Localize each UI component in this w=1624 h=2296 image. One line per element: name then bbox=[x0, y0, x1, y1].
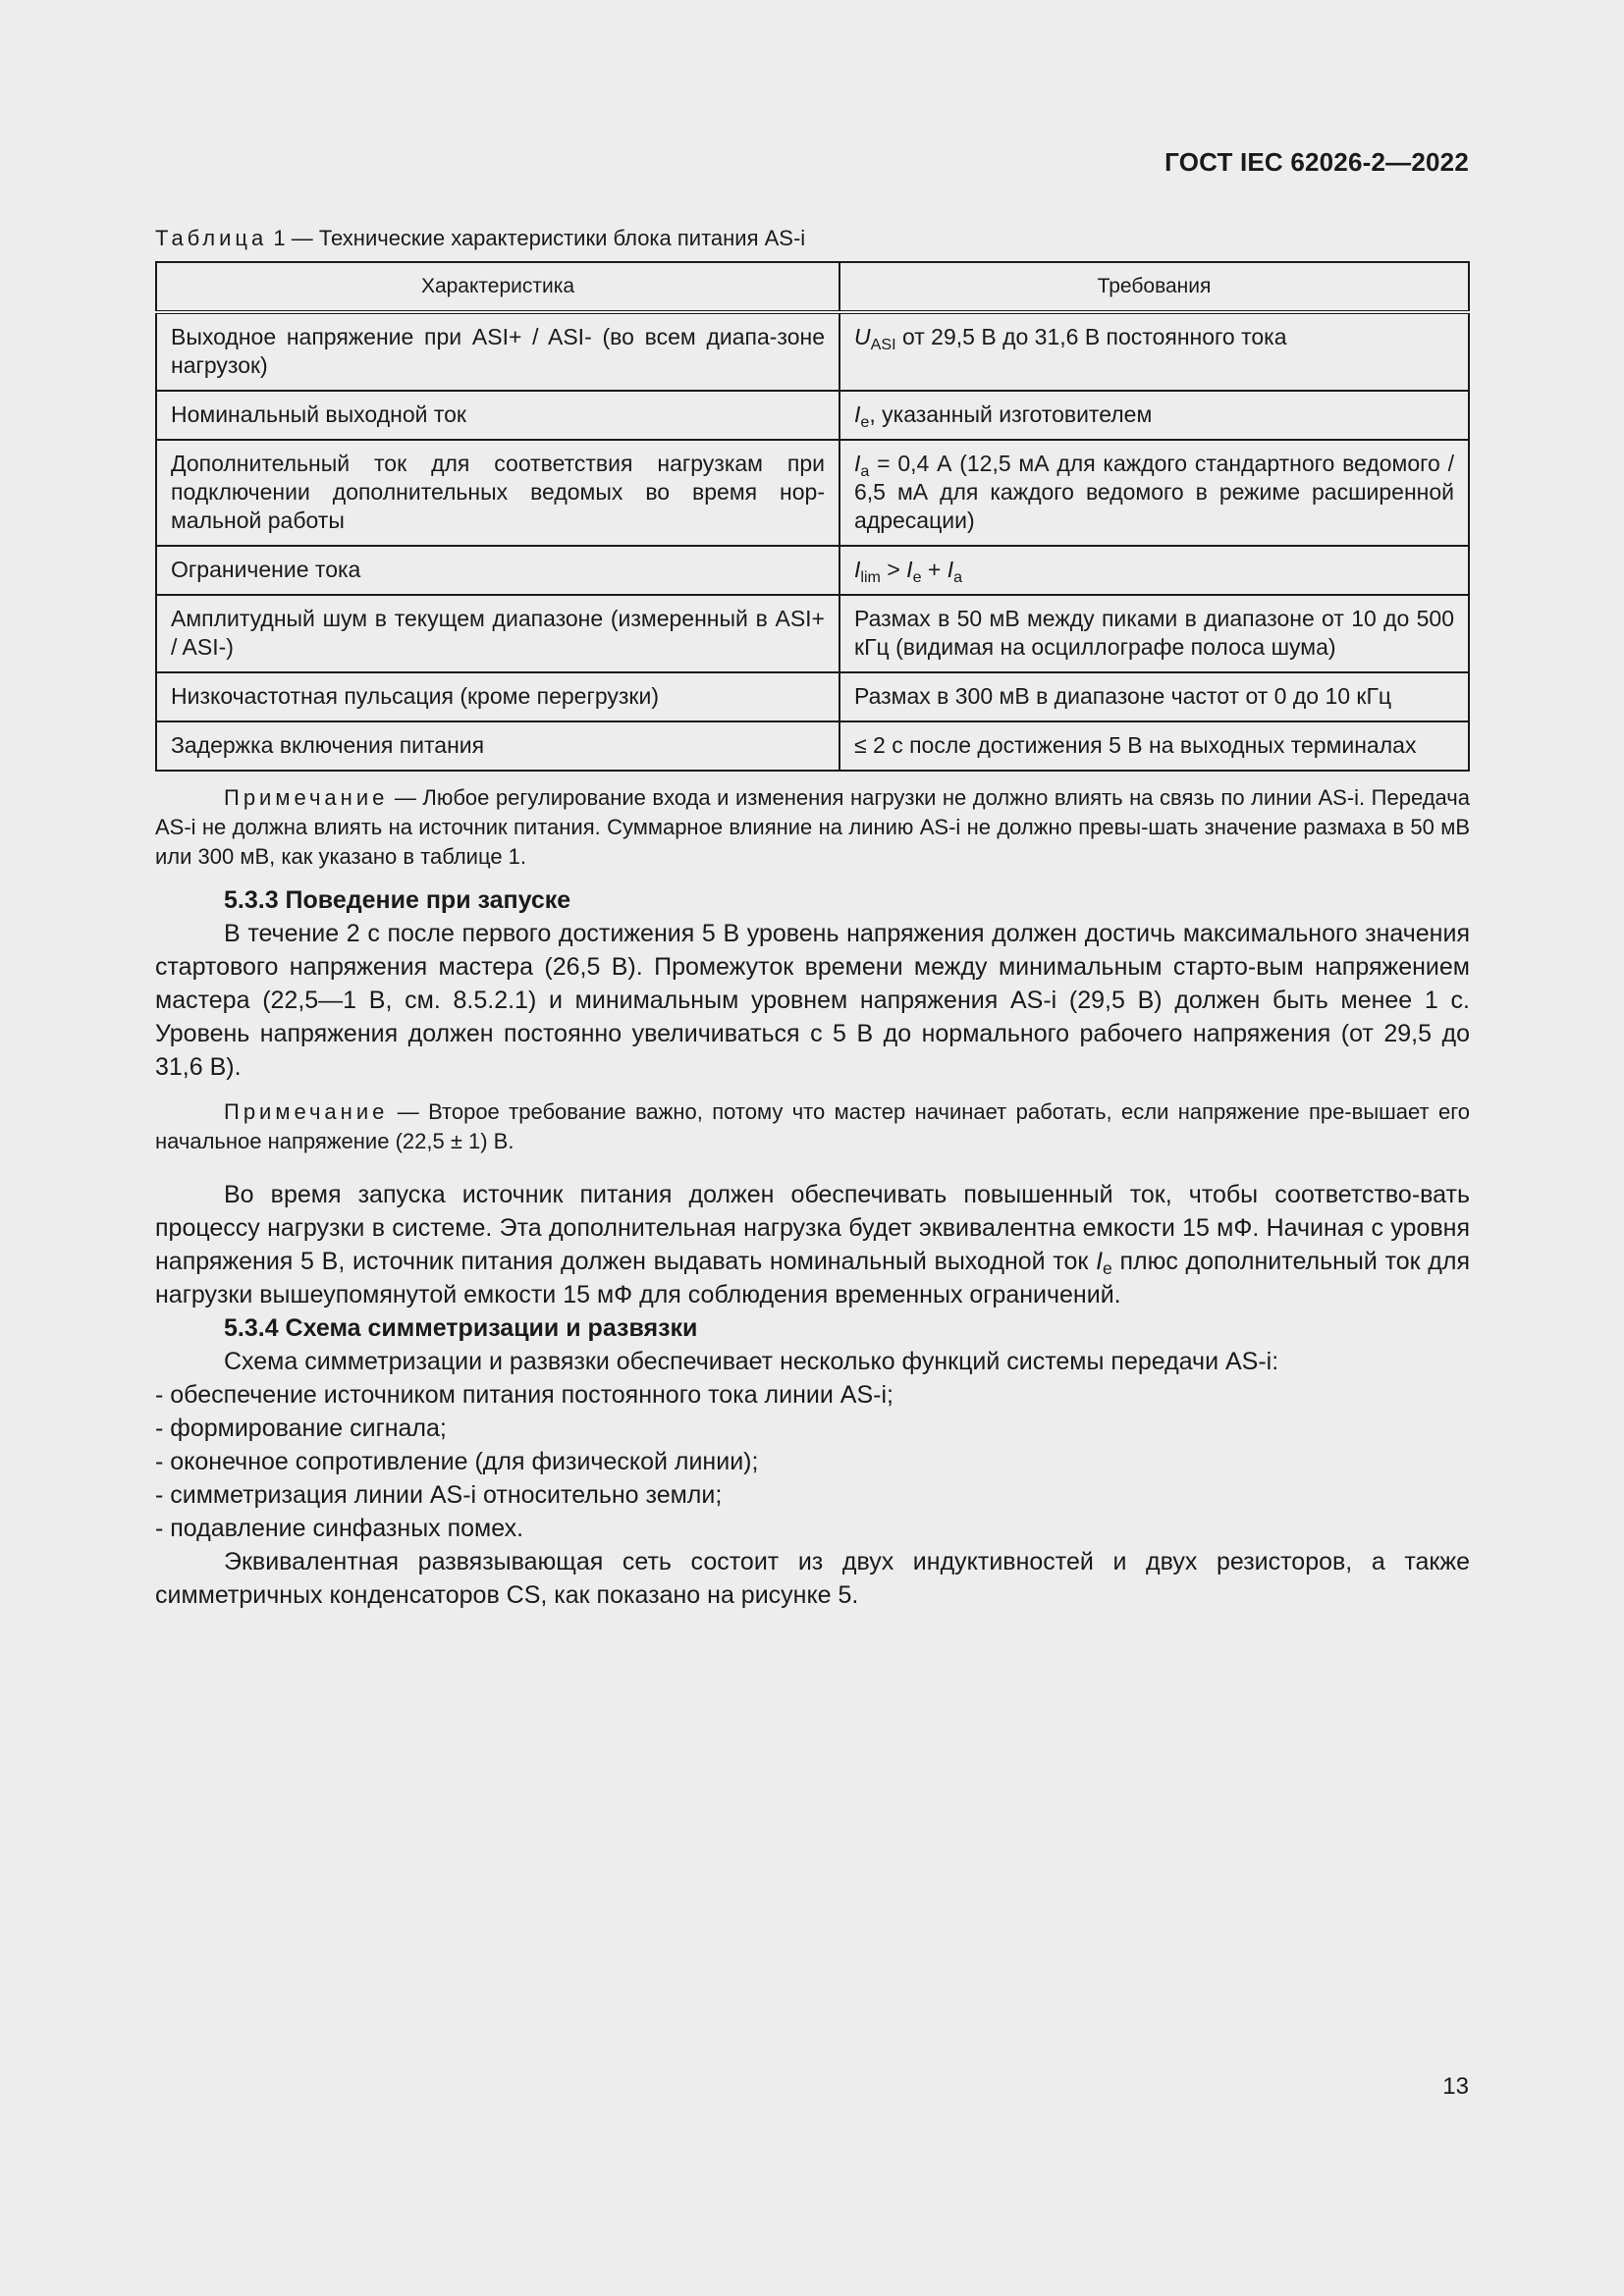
cell-characteristic: Задержка включения питания bbox=[156, 721, 839, 771]
list-item: - симметризация линии AS-i относительно земли; bbox=[155, 1481, 723, 1509]
note-label: Примечание bbox=[224, 1099, 389, 1124]
symbol: I bbox=[854, 557, 861, 582]
note-text: — Любое регулирование входа и изменения нагрузки не должно влиять на связь по линии AS-i. Передача AS-i не должна влиять на источник питания. Суммарное влияние на линию AS-i не должно превы-шать значение размаха в 50 мВ или 300 мВ, как указано в таблице 1. bbox=[155, 785, 1470, 869]
col-header-requirements: Требования bbox=[839, 262, 1469, 312]
cell-requirement bbox=[839, 312, 1469, 391]
symbol: U bbox=[854, 324, 871, 349]
list-item: - оконечное сопротивление (для физической линии); bbox=[155, 1448, 759, 1475]
col-header-characteristic: Характеристика bbox=[156, 262, 839, 312]
note-label: Примечание bbox=[224, 785, 389, 810]
cell-requirement: ≤ 2 с после достижения 5 В на выходных терминалах bbox=[839, 721, 1469, 771]
page-number: 13 bbox=[1442, 2073, 1469, 2100]
table-caption-prefix: Таблица bbox=[155, 226, 268, 250]
paragraph: Эквивалентная развязывающая сеть состоит из двух индуктивностей и двух резисторов, а также симметричных конденсаторов CS, как показано на рисунке 5. bbox=[155, 1548, 1470, 1609]
table-caption bbox=[155, 226, 1470, 251]
symbol: I bbox=[906, 557, 913, 582]
symbol: I bbox=[854, 401, 861, 427]
table-row bbox=[156, 595, 1469, 672]
symbol-subscript: e bbox=[1103, 1258, 1112, 1278]
symbol-subscript: e bbox=[912, 568, 922, 586]
cell-characteristic: Ограничение тока bbox=[156, 546, 839, 595]
section-heading-5-3-3: 5.3.3 Поведение при запуске bbox=[224, 886, 571, 914]
cell-requirement: Размах в 50 мВ между пиками в диапазоне от 10 до 500 кГц (видимая на осциллографе полоса шума) bbox=[839, 595, 1469, 672]
symbol-subscript: lim bbox=[860, 568, 881, 586]
table-row bbox=[156, 546, 1469, 595]
paragraph bbox=[155, 1178, 1470, 1311]
paragraph-text: плюс дополнительный ток для нагрузки вышеупомянутой емкости 15 мФ для соблюдения временных ограничений. bbox=[155, 1248, 1470, 1308]
cell-characteristic: Выходное напряжение при ASI+ / ASI- (во всем диапа-зоне нагрузок) bbox=[156, 312, 839, 391]
symbol-subscript: a bbox=[953, 568, 963, 586]
paragraph: Схема симметризации и развязки обеспечивает несколько функций системы передачи AS-i: bbox=[224, 1348, 1279, 1375]
symbol-subscript: a bbox=[860, 462, 870, 480]
section-heading-5-3-4: 5.3.4 Схема симметризации и развязки bbox=[224, 1314, 698, 1342]
list-item: - формирование сигнала; bbox=[155, 1415, 447, 1442]
paragraph-text: Во время запуска источник питания должен обеспечивать повышенный ток, чтобы соответство-вать процессу нагрузки в системе. Эта дополнительная нагрузка будет эквивалентна емкости 15 мФ. Начиная с уровня напряжения 5 В, источник питания должен выдавать номинальный выходной ток bbox=[155, 1181, 1470, 1275]
table-row bbox=[156, 440, 1469, 546]
symbol: I bbox=[1096, 1248, 1104, 1275]
startup-note bbox=[155, 1097, 1470, 1156]
document-header: ГОСТ IEC 62026-2—2022 bbox=[1164, 147, 1469, 177]
table-caption-text: 1 — Технические характеристики блока питания AS-i bbox=[267, 226, 806, 250]
list-item: - обеспечение источником питания постоянного тока линии AS-i; bbox=[155, 1381, 893, 1409]
cell-requirement bbox=[839, 440, 1469, 546]
page-content bbox=[155, 226, 1470, 1612]
requirement-text: , указанный изготовителем bbox=[869, 401, 1153, 427]
paragraph: В течение 2 с после первого достижения 5 В уровень напряжения должен достичь максимального значения стартового напряжения мастера (26,5 В). Промежуток времени между минимальным старто-вым напряжением мастера (22,5—1 В, см. 8.5.2.1) и минимальным уровнем напряжения AS-i (29,5 В) должен быть менее 1 с. Уровень напряжения должен постоянно увеличиваться с 5 В до нормального рабочего напряжения (от 29,5 до 31,6 В). bbox=[155, 920, 1470, 1081]
table-row bbox=[156, 672, 1469, 721]
operator: > bbox=[880, 557, 907, 582]
cell-requirement bbox=[839, 546, 1469, 595]
spec-table bbox=[155, 261, 1470, 772]
cell-characteristic: Дополнительный ток для соответствия нагрузкам при подключении дополнительных ведомых во время нор-мальной работы bbox=[156, 440, 839, 546]
cell-requirement: Размах в 300 мВ в диапазоне частот от 0 до 10 кГц bbox=[839, 672, 1469, 721]
requirement-text: = 0,4 А (12,5 мА для каждого стандартного ведомого / 6,5 мА для каждого ведомого в режиме расширенной адресации) bbox=[854, 451, 1454, 533]
table-note bbox=[155, 783, 1470, 872]
cell-requirement bbox=[839, 391, 1469, 440]
cell-characteristic: Амплитудный шум в текущем диапазоне (измеренный в ASI+ / ASI-) bbox=[156, 595, 839, 672]
table-row bbox=[156, 391, 1469, 440]
symbol-subscript: e bbox=[860, 413, 870, 431]
table-row bbox=[156, 721, 1469, 771]
note-text: — Второе требование важно, потому что мастер начинает работать, если напряжение пре-вышает его начальное напряжение (22,5 ± 1) В. bbox=[155, 1099, 1470, 1153]
operator: + bbox=[921, 557, 947, 582]
symbol-subscript: ASI bbox=[870, 336, 896, 353]
function-list bbox=[155, 1378, 1470, 1545]
symbol: I bbox=[947, 557, 954, 582]
table-row bbox=[156, 312, 1469, 391]
symbol: I bbox=[854, 451, 861, 476]
requirement-text: от 29,5 В до 31,6 В постоянного тока bbox=[895, 324, 1287, 349]
list-item: - подавление синфазных помех. bbox=[155, 1515, 524, 1542]
cell-characteristic: Низкочастотная пульсация (кроме перегрузки) bbox=[156, 672, 839, 721]
cell-characteristic: Номинальный выходной ток bbox=[156, 391, 839, 440]
table-header-row bbox=[156, 262, 1469, 312]
